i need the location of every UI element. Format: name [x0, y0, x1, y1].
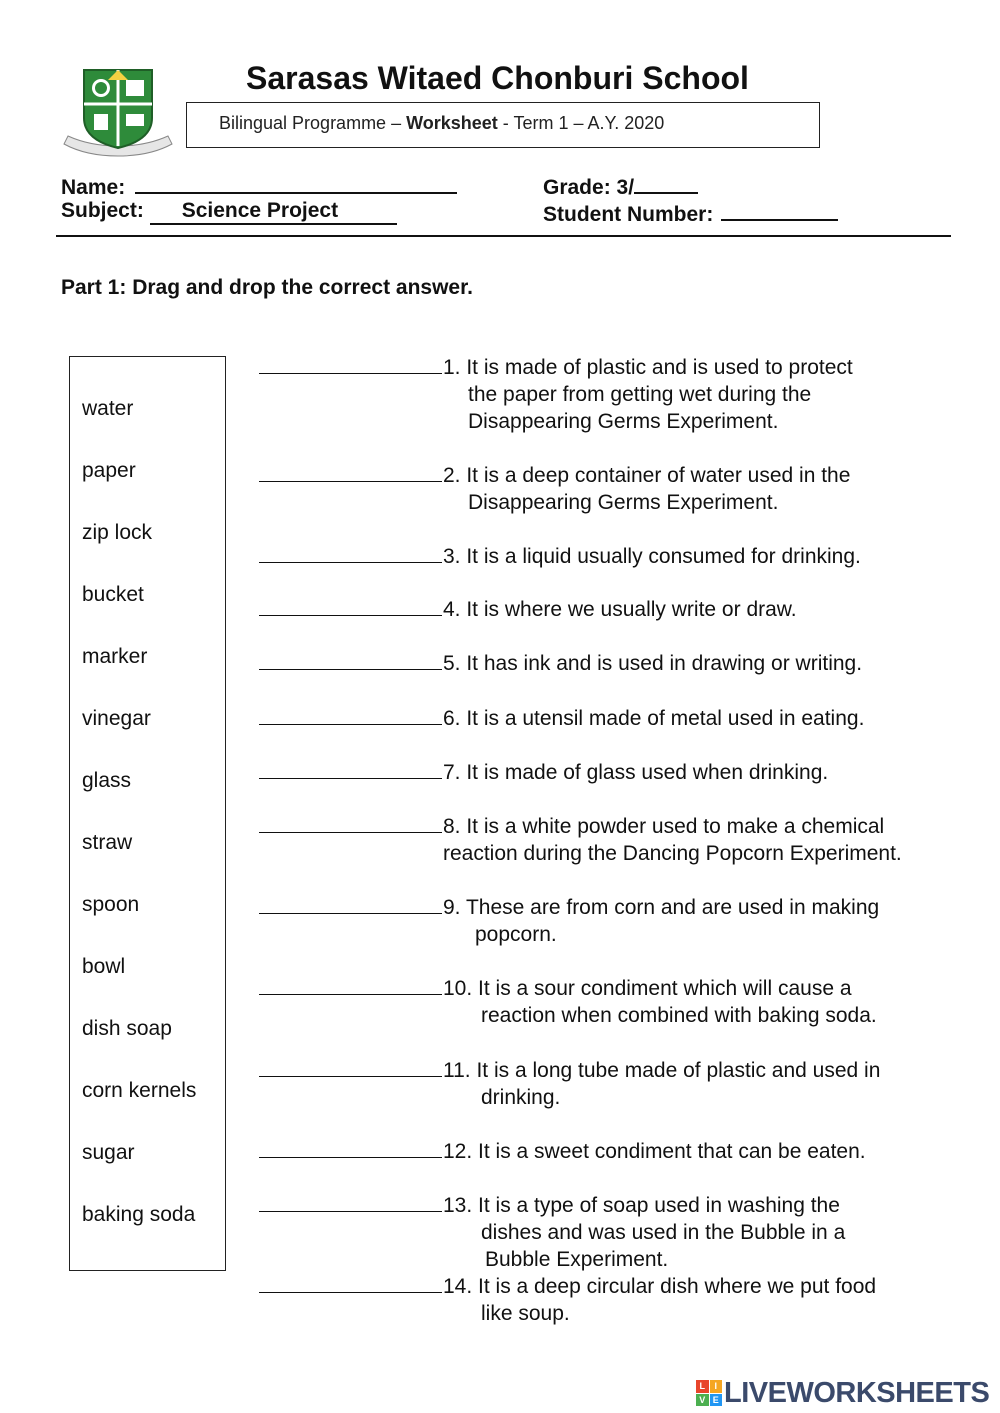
question-10: [259, 975, 877, 1029]
answer-drop-2[interactable]: [259, 463, 442, 482]
word-bank-item[interactable]: glass: [82, 769, 132, 792]
question-text: 12. It is a sweet condiment that can be eaten.: [443, 1140, 866, 1163]
question-text: 11. It is a long tube made of plastic and used in: [443, 1059, 881, 1082]
word-bank-item[interactable]: marker: [82, 645, 148, 668]
word-bank: [69, 356, 226, 1271]
question-text-cont: drinking.: [481, 1086, 561, 1109]
programme-prefix: Bilingual Programme –: [219, 113, 407, 133]
question-text-cont: the paper from getting wet during the: [468, 383, 812, 406]
liveworksheets-brand: LIVEWORKSHEETS: [724, 1376, 990, 1409]
answer-drop-1[interactable]: [259, 355, 442, 374]
name-label: Name:: [61, 176, 126, 199]
answer-drop-11[interactable]: [259, 1058, 442, 1077]
student-number-label: Student Number:: [543, 203, 714, 226]
question-text: 4. It is where we usually write or draw.: [443, 598, 797, 621]
question-5: [259, 650, 862, 677]
question-text-cont: popcorn.: [475, 923, 557, 946]
word-bank-item[interactable]: corn kernels: [82, 1079, 197, 1102]
question-text-cont: Disappearing Germs Experiment.: [468, 491, 779, 514]
question-text: 3. It is a liquid usually consumed for drinking.: [443, 545, 861, 568]
programme-box: [186, 102, 820, 148]
badge-letter: L: [696, 1380, 709, 1393]
badge-letter: I: [710, 1380, 723, 1393]
answer-drop-13[interactable]: [259, 1193, 442, 1212]
student-number-input-line[interactable]: [721, 199, 838, 221]
name-input-line[interactable]: [135, 172, 457, 194]
student-number-field: [543, 199, 838, 227]
question-text: 14. It is a deep circular dish where we put food: [443, 1275, 877, 1298]
question-text-cont: Disappearing Germs Experiment.: [468, 410, 779, 433]
school-logo: [56, 66, 180, 166]
word-bank-item[interactable]: baking soda: [82, 1203, 196, 1226]
programme-text: [219, 113, 664, 134]
question-8: [259, 813, 902, 867]
question-1: [259, 354, 853, 435]
question-text: 2. It is a deep container of water used in the: [443, 464, 851, 487]
word-bank-item[interactable]: bucket: [82, 583, 144, 606]
word-bank-item[interactable]: vinegar: [82, 707, 151, 730]
question-4: [259, 596, 797, 623]
answer-drop-7[interactable]: [259, 760, 442, 779]
answer-drop-10[interactable]: [259, 976, 442, 995]
word-bank-item[interactable]: dish soap: [82, 1017, 172, 1040]
question-11: [259, 1057, 880, 1111]
answer-drop-14[interactable]: [259, 1274, 442, 1293]
question-2: [259, 462, 850, 516]
answer-drop-9[interactable]: [259, 895, 442, 914]
question-text-cont: dishes and was used in the Bubble in a: [481, 1221, 846, 1244]
programme-suffix: - Term 1 – A.Y. 2020: [497, 113, 665, 133]
name-field: [61, 172, 457, 200]
liveworksheets-logo: [696, 1376, 989, 1410]
question-text-cont: like soup.: [481, 1302, 570, 1325]
subject-value: Science Project: [150, 199, 397, 225]
grade-input-line[interactable]: [634, 172, 698, 194]
answer-drop-4[interactable]: [259, 597, 442, 616]
school-title: Sarasas Witaed Chonburi School: [246, 60, 749, 96]
grade-field: [543, 172, 698, 200]
header-divider: [56, 235, 951, 237]
badge-letter: V: [696, 1394, 709, 1407]
answer-drop-8[interactable]: [259, 814, 442, 833]
question-text: 5. It has ink and is used in drawing or writing.: [443, 652, 863, 675]
question-text: 9. These are from corn and are used in making: [443, 896, 880, 919]
grade-label: Grade: 3/: [543, 176, 635, 199]
question-text: 10. It is a sour condiment which will cause a: [443, 977, 852, 1000]
word-bank-item[interactable]: sugar: [82, 1141, 135, 1164]
word-bank-item[interactable]: zip lock: [82, 521, 153, 544]
question-text-cont: Bubble Experiment.: [485, 1248, 669, 1271]
word-bank-item[interactable]: spoon: [82, 893, 140, 916]
question-text: 7. It is made of glass used when drinking.: [443, 761, 829, 784]
question-7: [259, 759, 828, 786]
question-text: 8. It is a white powder used to make a chemical: [443, 815, 885, 838]
question-14: [259, 1273, 876, 1327]
word-bank-item[interactable]: bowl: [82, 955, 126, 978]
subject-label: Subject:: [61, 199, 144, 222]
question-6: [259, 705, 864, 732]
question-text: 13. It is a type of soap used in washing the: [443, 1194, 840, 1217]
subject-field: [61, 199, 397, 225]
answer-drop-6[interactable]: [259, 706, 442, 725]
programme-worksheet: Worksheet: [406, 113, 498, 133]
question-3: [259, 543, 861, 570]
question-13: [259, 1192, 845, 1273]
answer-drop-12[interactable]: [259, 1139, 442, 1158]
question-text-cont: reaction during the Dancing Popcorn Experiment.: [443, 842, 902, 865]
question-text: 6. It is a utensil made of metal used in eating.: [443, 707, 865, 730]
word-bank-item[interactable]: paper: [82, 459, 136, 482]
answer-drop-3[interactable]: [259, 544, 442, 563]
word-bank-item[interactable]: water: [82, 397, 134, 420]
question-text: 1. It is made of plastic and is used to protect: [443, 356, 853, 379]
question-text-cont: reaction when combined with baking soda.: [481, 1004, 877, 1027]
question-12: [259, 1138, 866, 1165]
answer-drop-5[interactable]: [259, 651, 442, 670]
word-bank-item[interactable]: straw: [82, 831, 133, 854]
badge-letter: E: [710, 1394, 723, 1407]
question-9: [259, 894, 879, 948]
liveworksheets-badge-icon: [696, 1380, 722, 1406]
part1-title: Part 1: Drag and drop the correct answer.: [61, 276, 473, 299]
